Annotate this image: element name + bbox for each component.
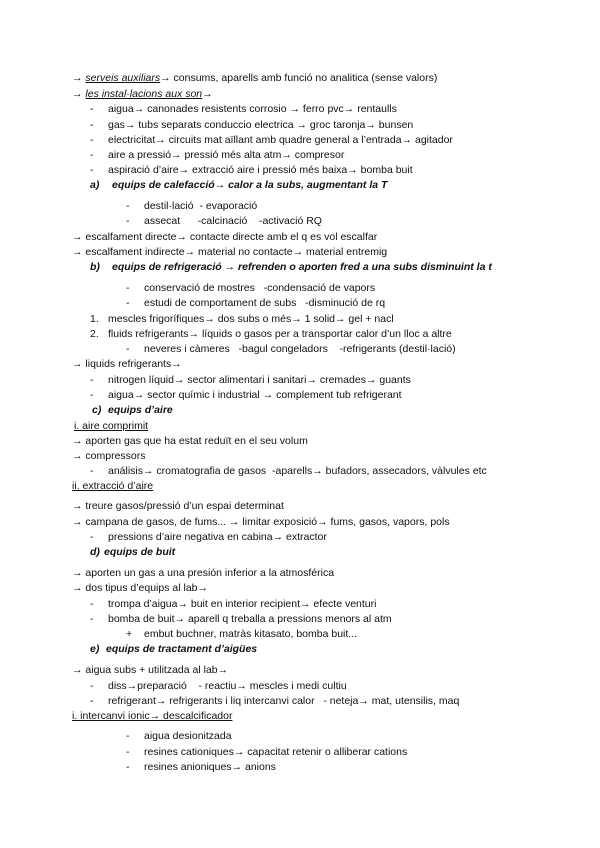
list-dash: - — [90, 465, 94, 477]
list-dash: - — [126, 730, 130, 742]
text-line: → campana de gasos, de fums... → limitar exposició→ fums, gasos, vapors, pols — [72, 516, 450, 528]
list-item: bomba de buit→ aparell q treballa a pressions menors al atm — [108, 613, 392, 625]
list-item: aigua→ canonades resistents corrosio → ferro pvc→ rentaulls — [108, 103, 397, 115]
list-plus: + — [126, 628, 133, 640]
list-item: aire a pressió→ pressió més alta atm→ compresor — [108, 149, 345, 161]
text-rest: → — [202, 88, 213, 100]
list-dash: - — [90, 680, 94, 692]
section-heading: equips de tractament d’aigües — [106, 643, 258, 655]
text-line: → aigua subs + utilitzada al lab→ — [72, 664, 229, 676]
text-rest: → consums, aparells amb funció no analitica (sense valors) — [160, 72, 438, 84]
list-dash: - — [90, 389, 94, 401]
list-item: fluids refrigerants→ líquids o gasos per a transportar calor d’un lloc a altre — [108, 328, 452, 340]
list-item: estudi de comportament de subs -disminució de rq — [144, 297, 386, 309]
section-heading: equips de calefacció→ calor a la subs, augmentant la T — [112, 179, 388, 191]
list-item: aspiració d’aire→ extracció aire i pressió més baixa→ bomba buit — [108, 164, 413, 176]
section-heading: equips de buit — [104, 546, 176, 558]
text-line — [72, 72, 437, 85]
arrow: → — [72, 88, 86, 100]
section-label: c) — [92, 404, 102, 416]
list-item: aigua→ sector químic i industrial → complement tub refrigerant — [108, 389, 402, 401]
list-item: gas→ tubs separats conduccio electrica → groc taronja→ bunsen — [108, 119, 414, 131]
list-number: 2. — [90, 328, 99, 340]
list-dash: - — [126, 282, 130, 294]
list-dash: - — [90, 374, 94, 386]
list-dash: - — [90, 613, 94, 625]
list-item: nitrogen líquid→ sector alimentari i sanitari→ cremades→ guants — [108, 374, 411, 386]
list-item: electricitat→ circuits mat aïllant amb quadre general a l’entrada→ agitador — [108, 134, 453, 146]
list-dash: - — [126, 215, 130, 227]
list-dash: - — [90, 149, 94, 161]
text-line: → escalfament directe→ contacte directe amb el q es vol escalfar — [72, 231, 378, 243]
underlined-heading: les instal·lacions aux son — [85, 88, 203, 100]
list-dash: - — [126, 761, 130, 773]
list-item: assecat -calcinació -activació RQ — [144, 215, 322, 227]
text-line: → escalfament indirecte→ material no contacte→ material entremig — [72, 246, 388, 258]
list-item: pressions d’aire negativa en cabina→ extractor — [108, 531, 327, 543]
list-dash: - — [126, 746, 130, 758]
section-label: d) — [90, 546, 100, 558]
section-label: b) — [90, 261, 100, 273]
list-dash: - — [90, 598, 94, 610]
list-dash: - — [90, 695, 94, 707]
list-item: mescles frigorífiques→ dos subs o més→ 1 solid→ gel + nacl — [108, 313, 394, 325]
list-dash: - — [90, 103, 94, 115]
list-item: embut buchner, matràs kitasato, bomba buit... — [144, 628, 358, 640]
list-dash: - — [90, 119, 94, 131]
list-item: resines anioniques→ anions — [144, 761, 276, 773]
section-label: e) — [90, 643, 100, 655]
list-dash: - — [126, 297, 130, 309]
subsection-heading: ii. extracció d’aire — [72, 480, 154, 492]
section-heading: equips d’aire — [108, 404, 173, 416]
list-item: neveres i càmeres -bagul congeladors -refrigerants (destil·lació) — [144, 343, 456, 355]
underlined-heading: serveis auxiliars — [85, 72, 161, 84]
list-item: conservació de mostres -condensació de vapors — [144, 282, 376, 294]
section-heading: equips de refrigeració → refrenden o aporten fred a una subs disminuint la t — [112, 261, 492, 273]
list-dash: - — [90, 164, 94, 176]
list-dash: - — [126, 343, 130, 355]
list-dash: - — [126, 200, 130, 212]
list-item: aigua desionitzada — [144, 730, 232, 742]
list-item: diss→preparació - reactiu→ mescles i medi cultiu — [108, 680, 347, 692]
arrow: → — [72, 72, 86, 84]
subsection-heading: i. intercanvi ionic→ descalcificador — [72, 710, 233, 722]
text-line: → aporten gas que ha estat reduït en el seu volum — [72, 435, 308, 447]
list-item: análisis→ cromatografia de gasos -aparells→ bufadors, assecadors, vàlvules etc — [108, 465, 487, 477]
text-line: → compressors — [72, 450, 146, 462]
text-line: → liquids refrigerants→ — [72, 358, 182, 370]
list-dash: - — [90, 134, 94, 146]
text-line: → aporten un gas a una presión inferior a la atmosférica — [72, 567, 335, 579]
text-line: → dos tipus d’equips al lab→ — [72, 582, 208, 594]
text-line — [72, 88, 213, 101]
list-item: trompa d’aigua→ buit en interior recipient→ efecte venturi — [108, 598, 377, 610]
section-label: a) — [90, 179, 100, 191]
text-line: → treure gasos/pressió d’un espai determinat — [72, 500, 284, 512]
list-item: refrigerant→ refrigerants i liq intercanvi calor - neteja→ mat, utensilis, maq — [108, 695, 460, 707]
subsection-heading: i. aire comprimit — [74, 420, 149, 432]
list-item: destil·lació - evaporació — [144, 200, 258, 212]
list-dash: - — [90, 531, 94, 543]
list-item: resines cationiques→ capacitat retenir o alliberar cations — [144, 746, 408, 758]
list-number: 1. — [90, 313, 99, 325]
